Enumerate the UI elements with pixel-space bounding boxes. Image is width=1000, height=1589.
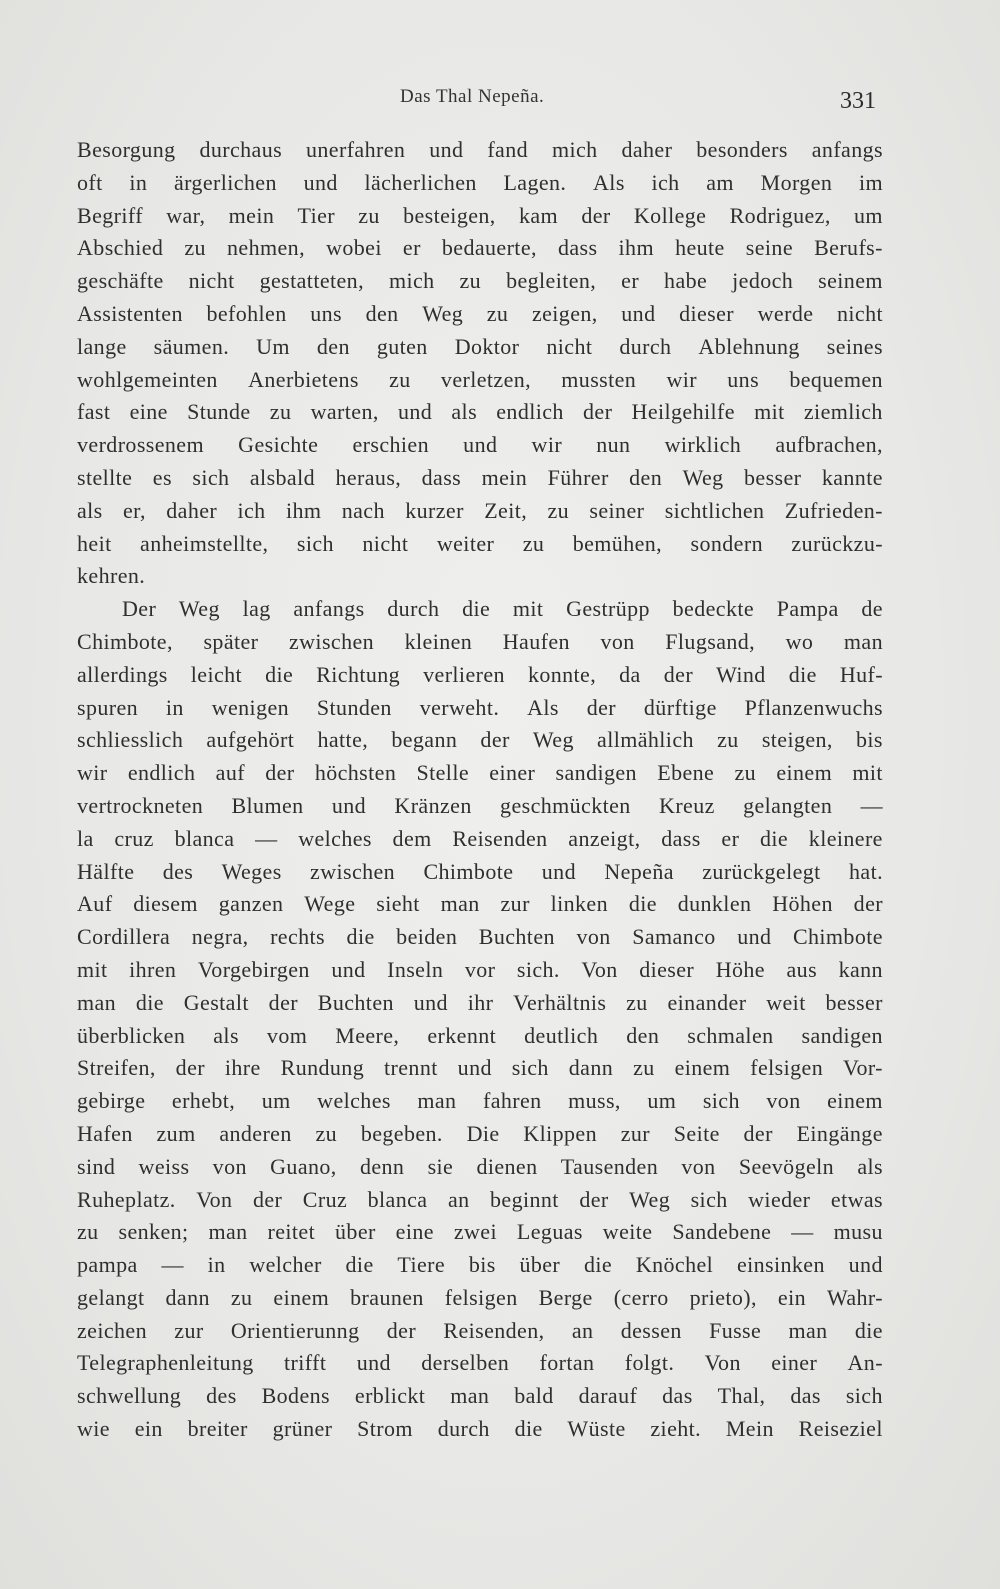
running-head [0, 86, 1000, 116]
text-line: spuren in wenigen Stunden verweht. Als der dürftige Pflanzenwuchs [77, 694, 883, 720]
text-line: verdrossenem Gesichte erschien und wir nun wirklich aufbrachen, [77, 432, 883, 458]
running-title: Das Thal Nepeña. [400, 86, 545, 107]
body-text [77, 134, 883, 1446]
text-line: gebirge erhebt, um welches man fahren muss, um sich von einem [77, 1088, 883, 1114]
text-line: Begriff war, mein Tier zu besteigen, kam der Kollege Rodriguez, um [77, 202, 883, 228]
text-line: wie ein breiter grüner Strom durch die Wüste zieht. Mein Reiseziel [77, 1416, 883, 1442]
text-line: Cordillera negra, rechts die beiden Buchten von Samanco und Chimbote [77, 924, 883, 950]
text-line: überblicken als vom Meere, erkennt deutlich den schmalen sandigen [77, 1022, 883, 1048]
text-line: la cruz blanca — welches dem Reisenden anzeigt, dass er die kleinere [77, 825, 883, 851]
text-line: schwellung des Bodens erblickt man bald darauf das Thal, das sich [77, 1383, 883, 1409]
text-line: sind weiss von Guano, denn sie dienen Tausenden von Seevögeln als [77, 1153, 883, 1179]
text-line: Besorgung durchaus unerfahren und fand mich daher besonders anfangs [77, 137, 883, 162]
text-line: geschäfte nicht gestatteten, mich zu begleiten, er habe jedoch seinem [77, 268, 883, 294]
page-number: 331 [840, 88, 876, 114]
text-line: zeichen zur Orientierunng der Reisenden, an dessen Fusse man die [77, 1317, 883, 1343]
text-line: oft in ärgerlichen und lächerlichen Lagen. Als ich am Morgen im [77, 169, 883, 195]
text-line: Abschied zu nehmen, wobei er bedauerte, dass ihm heute seine Berufs- [77, 235, 883, 261]
text-line: Telegraphenleitung trifft und derselben fortan folgt. Von einer An- [77, 1350, 883, 1376]
text-line: mit ihren Vorgebirgen und Inseln vor sich. Von dieser Höhe aus kann [77, 956, 883, 982]
text-line: kehren. [77, 563, 146, 589]
text-line: Hafen zum anderen zu begeben. Die Klippen zur Seite der Eingänge [77, 1120, 883, 1146]
text-line: man die Gestalt der Buchten und ihr Verhältnis zu einander weit besser [77, 989, 883, 1015]
text-line: wir endlich auf der höchsten Stelle einer sandigen Ebene zu einem mit [77, 760, 883, 786]
text-line: zu senken; man reitet über eine zwei Leguas weite Sandebene — musu [77, 1219, 883, 1245]
text-line: Assistenten befohlen uns den Weg zu zeigen, und dieser werde nicht [77, 300, 883, 326]
text-line: Streifen, der ihre Rundung trennt und sich dann zu einem felsigen Vor- [77, 1055, 883, 1081]
text-line: als er, daher ich ihm nach kurzer Zeit, zu seiner sichtlichen Zufrieden- [77, 497, 883, 523]
text-line: Hälfte des Weges zwischen Chimbote und Nepeña zurückgelegt hat. [77, 858, 883, 884]
text-line: Der Weg lag anfangs durch die mit Gestrüpp bedeckte Pampa de [122, 596, 883, 622]
text-line: heit anheimstellte, sich nicht weiter zu bemühen, sondern zurückzu- [77, 530, 883, 556]
text-line: Auf diesem ganzen Wege sieht man zur linken die dunklen Höhen der [77, 891, 883, 917]
text-line: allerdings leicht die Richtung verlieren konnte, da der Wind die Huf- [77, 661, 883, 687]
text-line: lange säumen. Um den guten Doktor nicht durch Ablehnung seines [77, 333, 883, 359]
text-line: fast eine Stunde zu warten, und als endlich der Heilgehilfe mit ziemlich [77, 399, 883, 425]
text-line: stellte es sich alsbald heraus, dass mein Führer den Weg besser kannte [77, 464, 883, 490]
text-line: wohlgemeinten Anerbietens zu verletzen, mussten wir uns bequemen [77, 366, 883, 392]
text-line: Ruheplatz. Von der Cruz blanca an beginnt der Weg sich wieder etwas [77, 1186, 883, 1212]
text-line: gelangt dann zu einem braunen felsigen Berge (cerro prieto), ein Wahr- [77, 1284, 883, 1310]
text-line: vertrockneten Blumen und Kränzen geschmückten Kreuz gelangten — [77, 792, 883, 818]
text-line: pampa — in welcher die Tiere bis über die Knöchel einsinken und [77, 1252, 883, 1278]
text-line: Chimbote, später zwischen kleinen Haufen von Flugsand, wo man [77, 628, 883, 654]
text-line: schliesslich aufgehört hatte, begann der Weg allmählich zu steigen, bis [77, 727, 883, 753]
